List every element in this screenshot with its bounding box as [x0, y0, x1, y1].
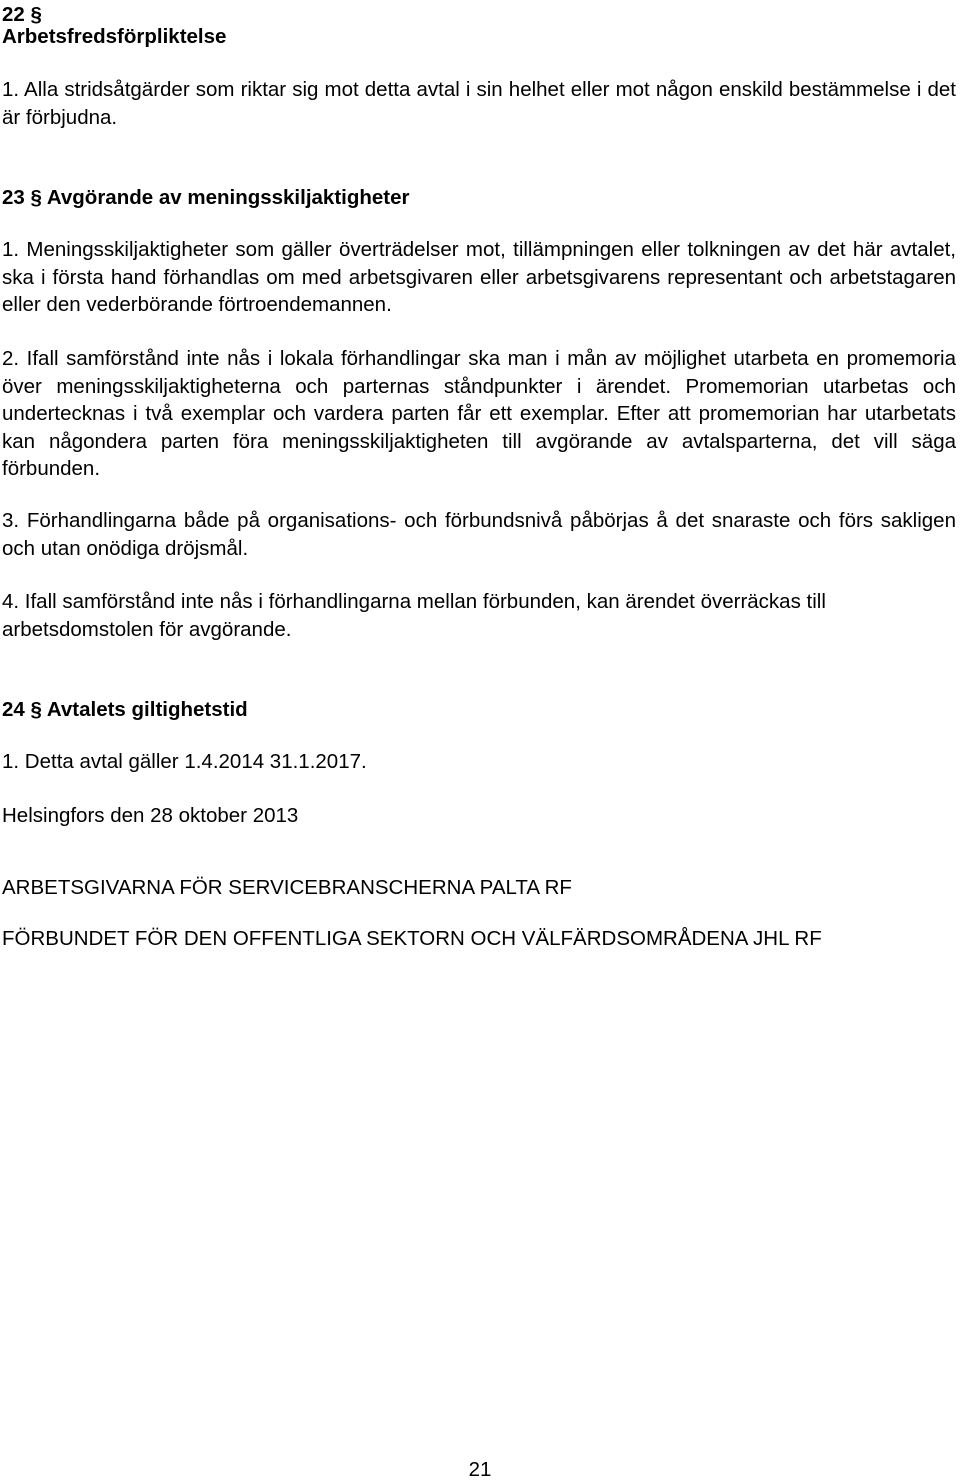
section-23-heading-text: 23 § Avgörande av meningsskiljaktigheter [2, 186, 410, 209]
section-24-heading [2, 694, 956, 725]
section-22-title [2, 21, 956, 52]
section-22-number-text: 22 § [2, 3, 42, 26]
section-23-paragraph-2: 2. Ifall samförstånd inte nås i lokala förhandlingar ska man i mån av möjlighet utarbeta en promemoria över meningsskiljaktigheterna och parternas ståndpunkter i ärendet. Promemorian utarbetas och undertecknas i två exemplar och vardera parten får ett exemplar. Efter att promemorian har utarbetats kan någondera parten föra meningsskiljaktigheten till avgörande av avtalsparterna, det vill säga förbunden. [2, 347, 956, 480]
section-24-heading-text: 24 § Avtalets giltighetstid [2, 698, 248, 721]
page-number: 21 [468, 1458, 492, 1481]
signatory-party-2: FÖRBUNDET FÖR DEN OFFENTLIGA SEKTORN OCH VÄLFÄRDSOMRÅDENA JHL RF [2, 927, 822, 950]
place-and-date: Helsingfors den 28 oktober 2013 [2, 804, 299, 827]
section-24-paragraph-1: 1. Detta avtal gäller 1.4.2014 31.1.2017. [2, 750, 367, 773]
section-23-heading [2, 182, 956, 213]
section-22-paragraph-1: 1. Alla stridsåtgärder som riktar sig mot detta avtal i sin helhet eller mot någon enskild bestämmelse i det är förbjudna. [2, 78, 956, 129]
section-22-title-text: Arbetsfredsförpliktelse [2, 25, 227, 48]
section-23-paragraph-1: 1. Meningsskiljaktigheter som gäller överträdelser mot, tillämpningen eller tolkningen av det här avtalet, ska i första hand förhandlas om med arbetsgivaren eller arbetsgivarens representant och arbetstagaren eller den vederbörande förtroendemannen. [2, 238, 956, 316]
section-23-paragraph-3: 3. Förhandlingarna både på organisations- och förbundsnivå påbörjas å det snaraste och förs sakligen och utan onödiga dröjsmål. [2, 509, 956, 560]
signatory-party-1: ARBETSGIVARNA FÖR SERVICEBRANSCHERNA PALTA RF [2, 876, 572, 899]
section-23-paragraph-4: 4. Ifall samförstånd inte nås i förhandlingarna mellan förbunden, kan ärendet överräckas till arbetsdomstolen för avgörande. [2, 590, 826, 641]
